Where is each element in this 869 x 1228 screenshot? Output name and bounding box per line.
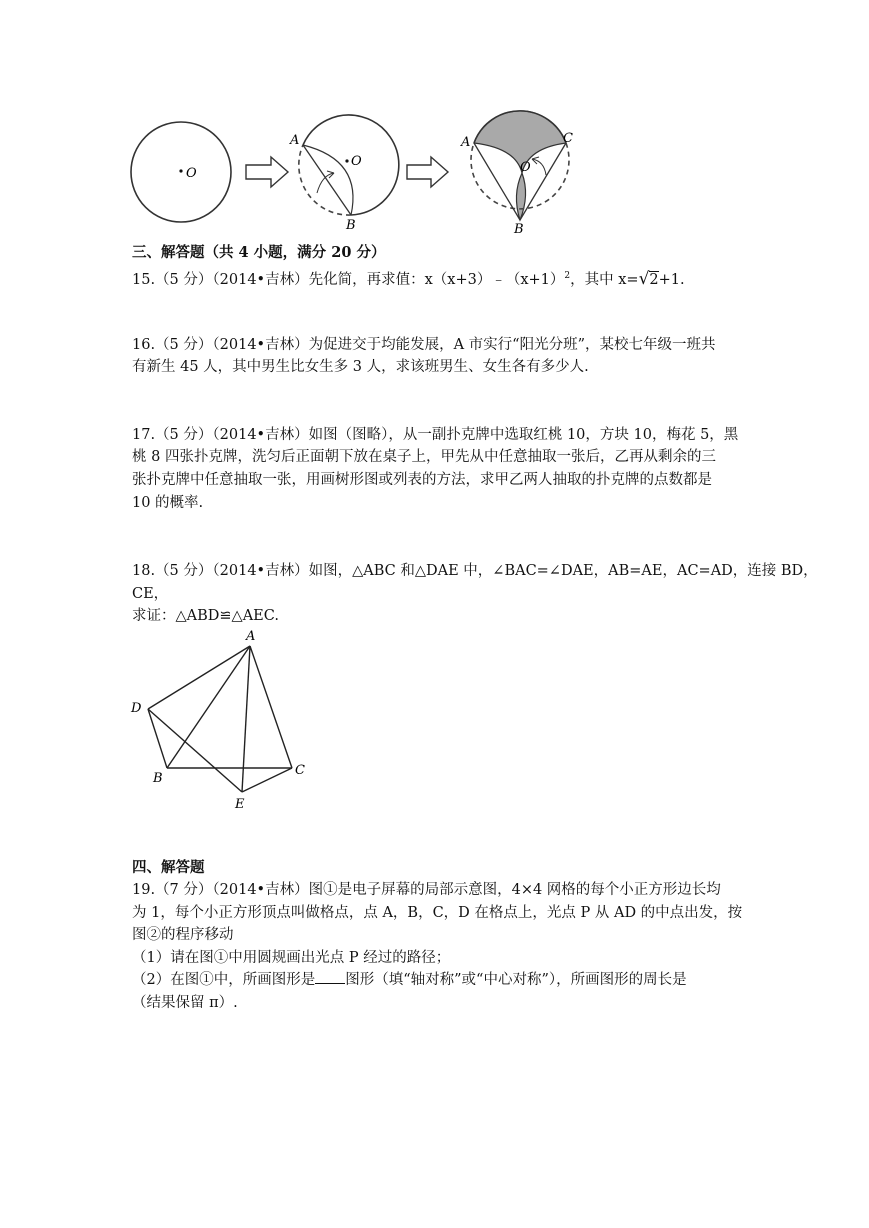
q15-sqrt-arg: 2 (649, 271, 659, 288)
segment-ec (242, 768, 292, 792)
question-19-part-2 (132, 969, 687, 991)
circle-3-label-b: B (514, 222, 524, 237)
circle-3-label-o: O (520, 160, 531, 175)
question-17-line-2: 桃 8 四张扑克牌，洗匀后正面朝下放在桌子上，甲先从中任意抽取一张后，乙再从剩余的三 (132, 449, 716, 465)
segment-ac (250, 646, 292, 768)
question-17-line-4: 10 的概率. (132, 495, 204, 511)
label-a: A (246, 629, 256, 644)
question-18-line-2: CE， (132, 586, 169, 602)
question-16-line-1: 16.（5 分）（2014•吉林）为促进交于均能发展，A 市实行“阳光分班”，某校七年级一班共 (132, 337, 716, 353)
circle-2-label-b: B (346, 218, 356, 233)
question-18-line-3: 求证：△ABD≌△AEC. (132, 608, 279, 624)
label-e: E (235, 797, 245, 812)
sqrt-icon: √ (638, 268, 650, 289)
segment-ab (167, 646, 250, 768)
q15-text-before: 15.（5 分）（2014•吉林）先化简，再求值：x（x+3）﹣（x+1） (132, 271, 565, 288)
question-19-line-3: 图②的程序移动 (132, 927, 234, 943)
label-d: D (131, 701, 142, 716)
question-17-line-3: 张扑克牌中任意抽取一张，用画树形图或列表的方法，求甲乙两人抽取的扑克牌的点数都是 (132, 472, 712, 488)
arrow-right-icon (407, 157, 448, 187)
question-17-line-1: 17.（5 分）（2014•吉林）如图（图略），从一副扑克牌中选取红桃 10，方块 10，梅花 5，黑 (132, 427, 739, 443)
q15-text-mid: ，其中 x= (570, 271, 639, 288)
circle-1-label-o: O (186, 166, 197, 181)
circle-2-label-a: A (290, 133, 300, 148)
question-15 (132, 265, 685, 291)
q19-part2-after: 图形（填“轴对称”或“中心对称”），所画图形的周长是 (345, 972, 687, 988)
circle-3-label-a: A (461, 135, 471, 150)
triangle-figure (125, 622, 325, 817)
circle-3-label-c: C (563, 131, 573, 146)
question-19-part-1: （1）请在图①中用圆规画出光点 P 经过的路径； (132, 950, 451, 966)
arrow-right-icon (246, 157, 288, 187)
circle-1-center-dot (179, 169, 182, 172)
segment-ad (148, 646, 250, 709)
answer-blank (315, 969, 345, 984)
circle-2-chord-ab (303, 145, 351, 215)
question-19-line-1: 19.（7 分）（2014•吉林）图①是电子屏幕的局部示意图，4×4 网格的每个小正方形边长均 (132, 882, 721, 898)
section-3-heading: 三、解答题（共 4 小题，满分 20 分） (132, 244, 386, 261)
question-18-line-1: 18.（5 分）（2014•吉林）如图，△ABC 和△DAE 中，∠BAC=∠DAE，AB=AE，AC=AD，连接 BD， (132, 563, 818, 579)
circle-2-center-dot (345, 159, 348, 162)
circle-folding-figure (120, 105, 590, 240)
question-16-line-2: 有新生 45 人，其中男生比女生多 3 人，求该班男生、女生各有多少人. (132, 359, 589, 375)
q15-text-after: +1. (658, 271, 685, 288)
segment-ae (242, 646, 250, 792)
section-4-heading: 四、解答题 (132, 859, 205, 876)
label-b: B (153, 771, 163, 786)
circle-2-label-o: O (351, 154, 362, 169)
q15-exponent: 2 (564, 271, 571, 281)
question-19-line-2: 为 1，每个小正方形顶点叫做格点，点 A，B，C，D 在格点上，光点 P 从 AD 的中点出发，按 (132, 905, 743, 921)
q19-part2-before: （2）在图①中，所画图形是 (132, 972, 316, 988)
question-19-part-3: （结果保留 π）. (132, 995, 238, 1011)
label-c: C (295, 763, 305, 778)
